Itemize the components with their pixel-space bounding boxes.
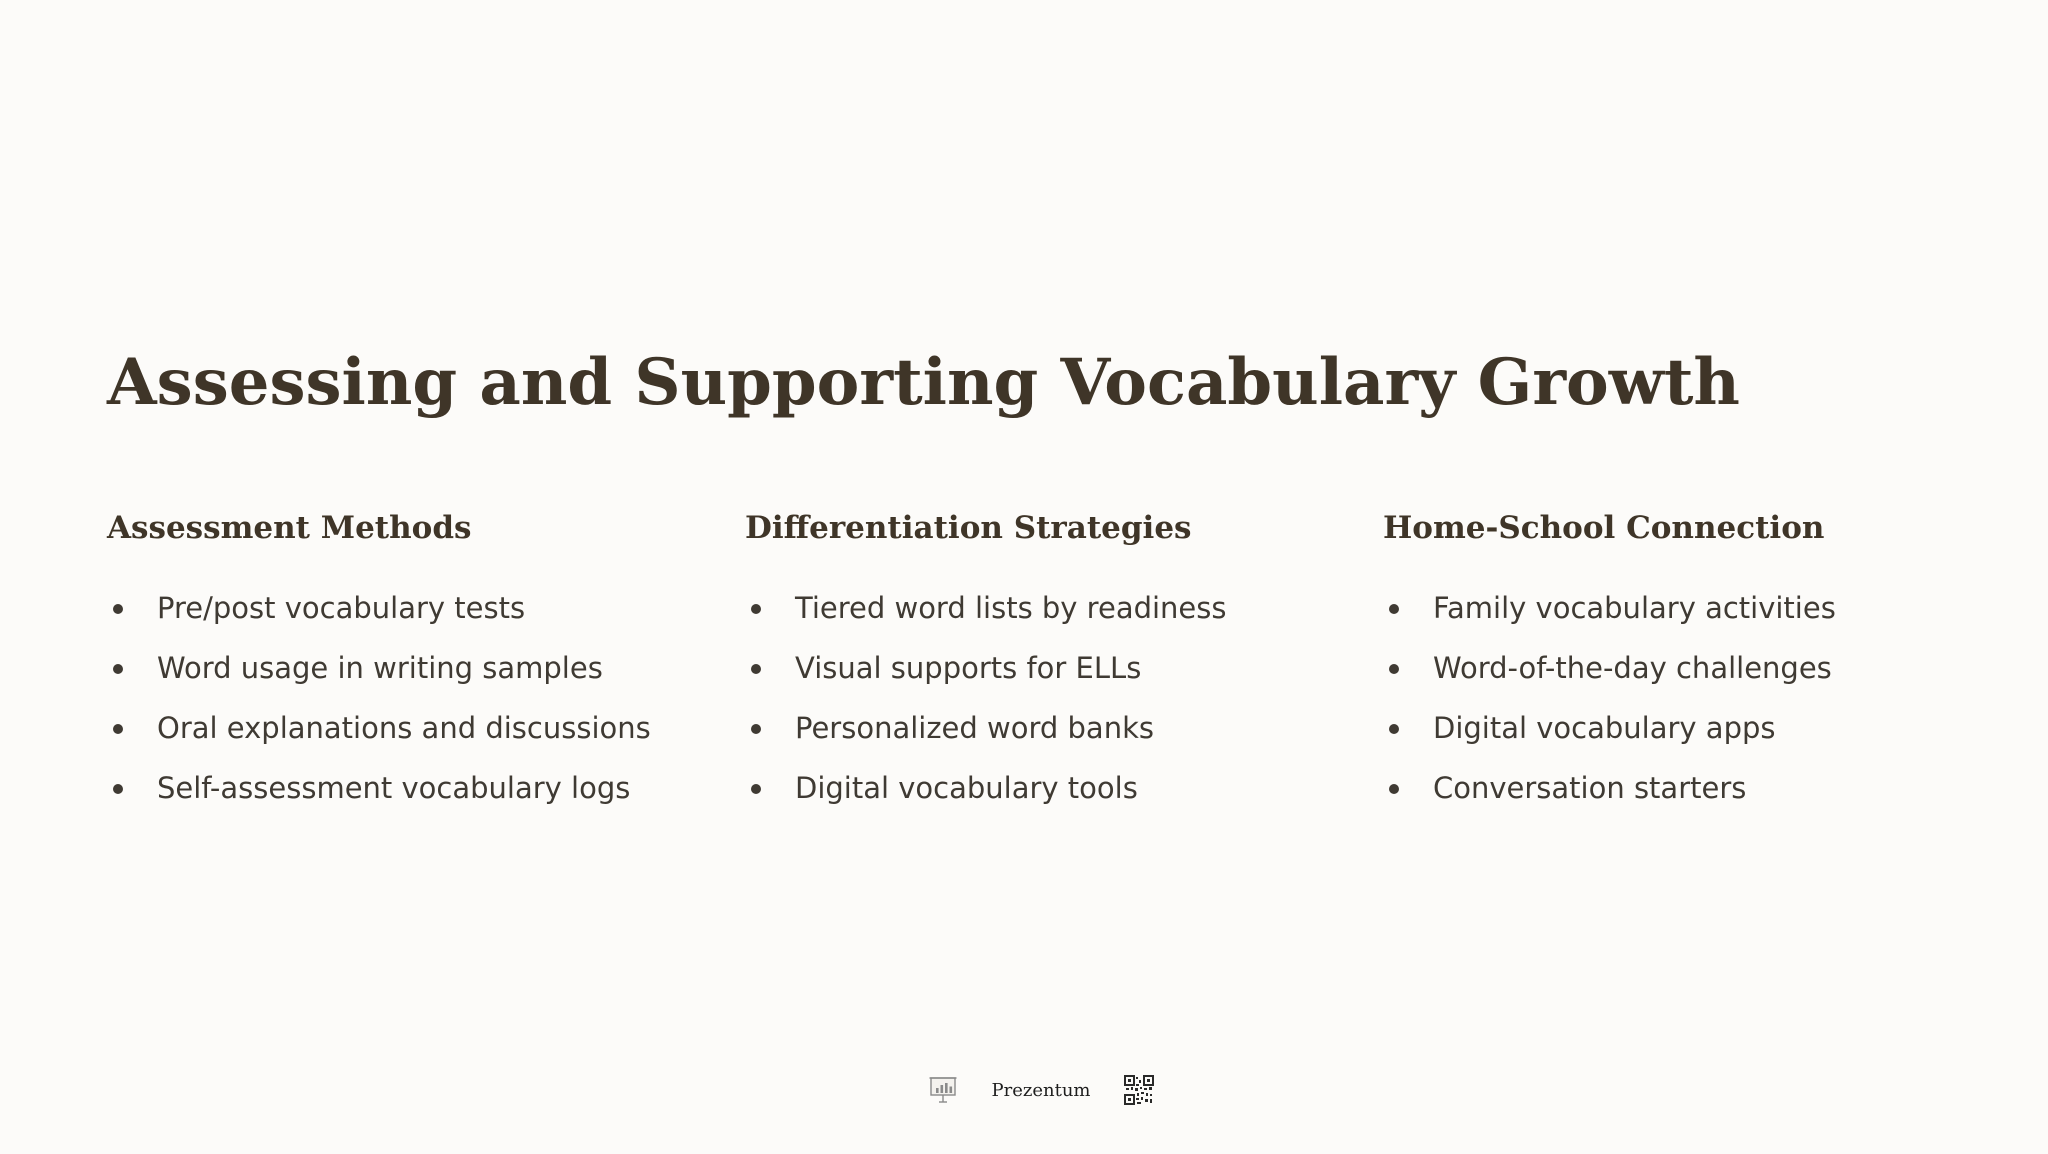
bullet-icon bbox=[1389, 784, 1399, 794]
bullet-list bbox=[1383, 578, 1983, 818]
list-item-text: Tiered word lists by readiness bbox=[795, 591, 1227, 625]
list-item-text: Self-assessment vocabulary logs bbox=[157, 771, 631, 805]
list-item bbox=[107, 698, 707, 758]
column-heading: Assessment Methods bbox=[107, 510, 472, 546]
column-assessment-methods bbox=[107, 502, 707, 818]
bullet-list bbox=[107, 578, 707, 818]
bullet-icon bbox=[1389, 724, 1399, 734]
list-item-text: Conversation starters bbox=[1433, 771, 1747, 805]
list-item bbox=[745, 638, 1345, 698]
qr-code-icon bbox=[1124, 1075, 1154, 1105]
list-item-text: Visual supports for ELLs bbox=[795, 651, 1142, 685]
slide-title: Assessing and Supporting Vocabulary Growth bbox=[107, 345, 1740, 420]
list-item-text: Oral explanations and discussions bbox=[157, 711, 651, 745]
list-item-text: Digital vocabulary apps bbox=[1433, 711, 1776, 745]
list-item-text: Pre/post vocabulary tests bbox=[157, 591, 526, 625]
list-item bbox=[1383, 638, 1983, 698]
column-heading: Home-School Connection bbox=[1383, 510, 1825, 546]
list-item bbox=[107, 638, 707, 698]
footer-brand: Prezentum bbox=[991, 1079, 1091, 1101]
bullet-icon bbox=[751, 784, 761, 794]
list-item bbox=[1383, 578, 1983, 638]
list-item-text: Word-of-the-day challenges bbox=[1433, 651, 1832, 685]
list-item bbox=[745, 698, 1345, 758]
list-item bbox=[1383, 758, 1983, 818]
footer bbox=[928, 1068, 1154, 1112]
bullet-icon bbox=[113, 784, 123, 794]
bullet-icon bbox=[1389, 664, 1399, 674]
bullet-icon bbox=[113, 724, 123, 734]
bullet-icon bbox=[751, 664, 761, 674]
column-differentiation-strategies bbox=[745, 502, 1345, 818]
column-home-school-connection bbox=[1383, 502, 1983, 818]
bullet-icon bbox=[113, 664, 123, 674]
list-item bbox=[745, 758, 1345, 818]
column-heading: Differentiation Strategies bbox=[745, 510, 1192, 546]
presentation-chart-icon bbox=[928, 1075, 958, 1105]
list-item bbox=[745, 578, 1345, 638]
list-item-text: Personalized word banks bbox=[795, 711, 1154, 745]
bullet-icon bbox=[751, 604, 761, 614]
list-item bbox=[107, 758, 707, 818]
list-item-text: Family vocabulary activities bbox=[1433, 591, 1836, 625]
list-item-text: Word usage in writing samples bbox=[157, 651, 603, 685]
list-item bbox=[1383, 698, 1983, 758]
bullet-icon bbox=[751, 724, 761, 734]
list-item bbox=[107, 578, 707, 638]
bullet-icon bbox=[1389, 604, 1399, 614]
bullet-icon bbox=[113, 604, 123, 614]
bullet-list bbox=[745, 578, 1345, 818]
list-item-text: Digital vocabulary tools bbox=[795, 771, 1138, 805]
